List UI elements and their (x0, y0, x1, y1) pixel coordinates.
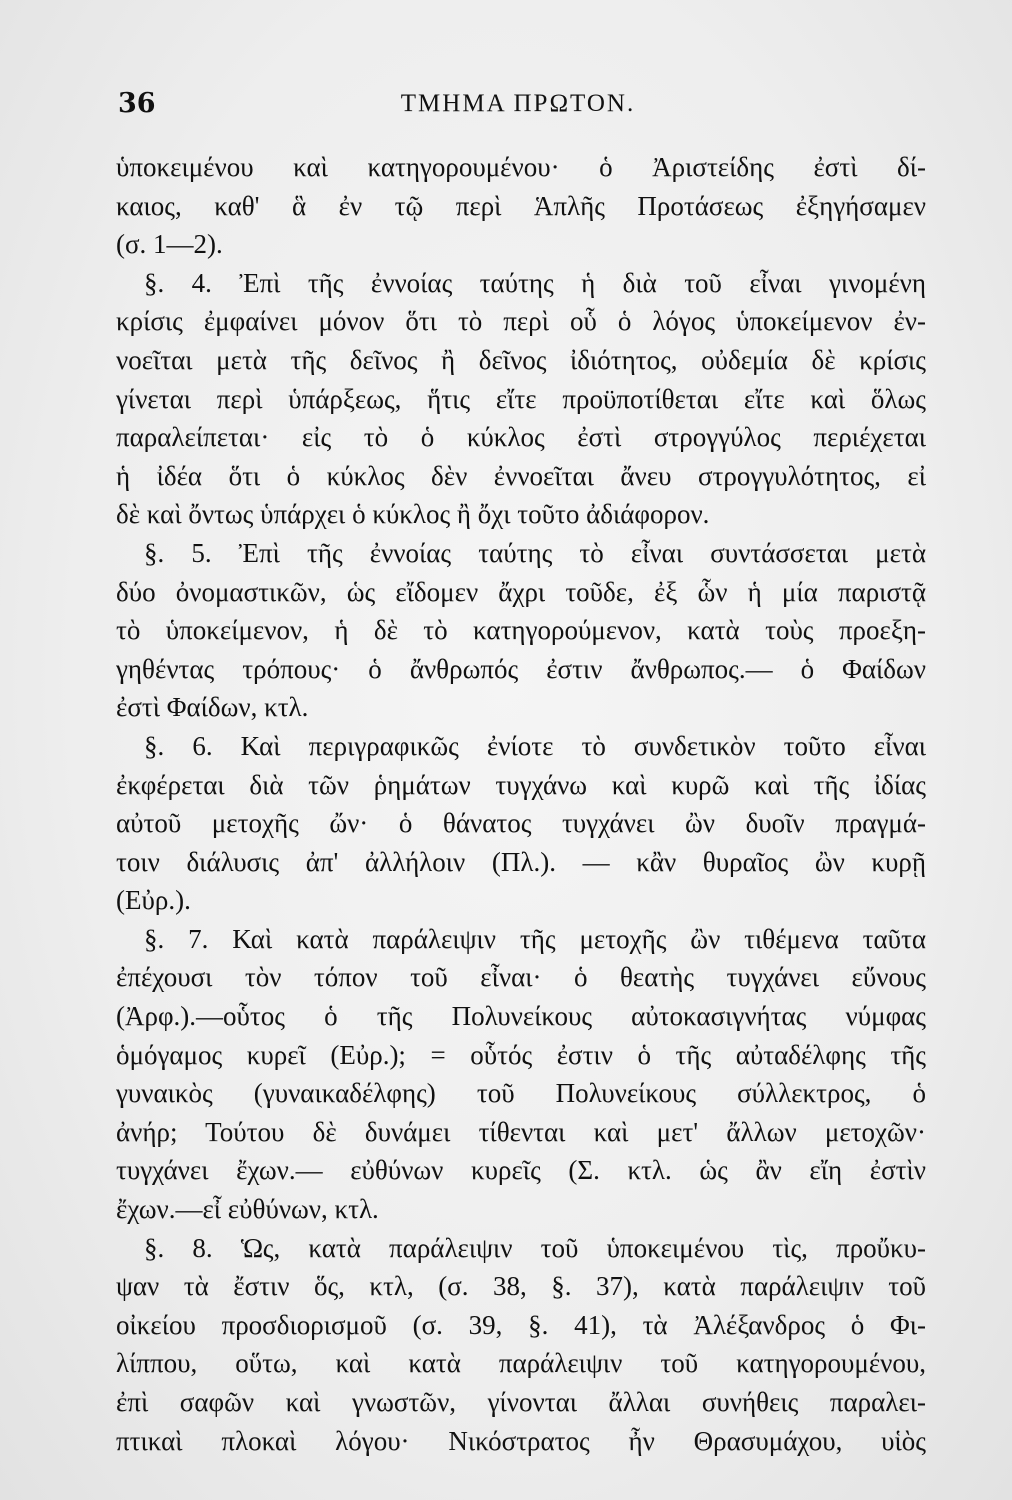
text-line: τοιν διάλυσις ἀπ' ἀλλήλοιν (Πλ.). — κἂν θυραῖος ὢν κυρῇ (116, 846, 926, 877)
text-line: λίππου, οὕτω, καὶ κατὰ παράλειψιν τοῦ κατηγορουμένου, (116, 1348, 926, 1379)
text-line: οἰκείου προσδιορισμοῦ (σ. 39, §. 41), τὰ Ἀλέξανδρος ὁ Φι- (116, 1309, 926, 1340)
page-number: 36 (118, 88, 156, 119)
text-line: τυγχάνει ἔχων.— εὐθύνων κυρεῖς (Σ. κτλ. ὡς ἂν εἴη ἐστὶν (116, 1155, 926, 1186)
text-line: §. 4. Ἐπὶ τῆς ἐννοίας ταύτης ἡ διὰ τοῦ εἶναι γινομένη (144, 267, 926, 298)
text-line: ἡ ἰδέα ὅτι ὁ κύκλος δὲν ἐννοεῖται ἄνευ στρογγυλότητος, εἰ (116, 460, 926, 491)
text-line: νοεῖται μετὰ τῆς δεῖνος ἢ δεῖνος ἰδιότητος, οὐδεμία δὲ κρίσις (116, 344, 926, 375)
text-line: ἔχων.—εἶ εὐθύνων, κτλ. (116, 1194, 379, 1225)
text-line: πτικαὶ πλοκαὶ λόγου· Νικόστρατος ἦν Θρασυμάχου, υἱὸς (116, 1425, 926, 1456)
text-line: γηθέντας τρόπους· ὁ ἄνθρωπός ἐστιν ἄνθρωπος.— ὁ Φαίδων (116, 653, 926, 684)
text-line: κρίσις ἐμφαίνει μόνον ὅτι τὸ περὶ οὗ ὁ λόγος ὑποκείμενον ἐν- (116, 306, 926, 337)
text-line: (Ἀρφ.).—οὗτος ὁ τῆς Πολυνείκους αὐτοκασιγνήτας νύμφας (116, 1001, 926, 1032)
running-head: ΤΜΗΜΑ ΠΡΩΤΟΝ. (400, 90, 636, 117)
page-header (118, 88, 918, 128)
text-line: §. 6. Καὶ περιγραφικῶς ἐνίοτε τὸ συνδετικὸν τοῦτο εἶναι (144, 730, 926, 761)
text-line: αὐτοῦ μετοχῆς ὤν· ὁ θάνατος τυγχάνει ὢν δυοῖν πραγμά- (116, 808, 926, 839)
text-line: παραλείπεται· εἰς τὸ ὁ κύκλος ἐστὶ στρογγύλος περιέχεται (116, 422, 926, 453)
text-line: δύο ὀνομαστικῶν, ὡς εἴδομεν ἄχρι τοῦδε, ἐξ ὧν ἡ μία παριστᾷ (116, 576, 926, 607)
text-line: §. 8. Ὡς, κατὰ παράλειψιν τοῦ ὑποκειμένου τὶς, προὔκυ- (144, 1232, 926, 1263)
text-line: ὁμόγαμος κυρεῖ (Εὐρ.); = οὗτός ἐστιν ὁ τῆς αὐταδέλφης τῆς (116, 1039, 926, 1070)
text-line: §. 7. Καὶ κατὰ παράλειψιν τῆς μετοχῆς ὢν τιθέμενα ταῦτα (144, 923, 926, 954)
text-line: ψαν τὰ ἔστιν ὅς, κτλ, (σ. 38, §. 37), κατὰ παράλειψιν τοῦ (116, 1271, 926, 1302)
text-line: ὑποκειμένου καὶ κατηγορουμένου· ὁ Ἀριστείδης ἐστὶ δί- (116, 152, 926, 182)
text-line: γίνεται περὶ ὑπάρξεως, ἥτις εἴτε προϋποτίθεται εἴτε καὶ ὅλως (116, 383, 926, 414)
text-line: (σ. 1—2). (116, 229, 223, 260)
text-line: (Εὐρ.). (116, 885, 191, 916)
text-line: ἀνήρ; Τούτου δὲ δυνάμει τίθενται καὶ μετ' ἄλλων μετοχῶν· (116, 1116, 926, 1147)
text-line: ἐστὶ Φαίδων, κτλ. (116, 692, 309, 723)
text-line: §. 5. Ἐπὶ τῆς ἐννοίας ταύτης τὸ εἶναι συντάσσεται μετὰ (144, 537, 926, 568)
body-text (116, 148, 926, 1460)
text-line: καιος, καθ' ἃ ἐν τῷ περὶ Ἁπλῆς Προτάσεως ἐξηγήσαμεν (116, 190, 926, 221)
text-line: ἐπέχουσι τὸν τόπον τοῦ εἶναι· ὁ θεατὴς τυγχάνει εὔνους (116, 962, 926, 993)
text-line: δὲ καὶ ὄντως ὑπάρχει ὁ κύκλος ἢ ὄχι τοῦτο ἀδιάφορον. (116, 499, 710, 530)
text-line: τὸ ὑποκείμενον, ἡ δὲ τὸ κατηγορούμενον, κατὰ τοὺς προεξη- (116, 615, 926, 646)
text-line: γυναικὸς (γυναικαδέλφης) τοῦ Πολυνείκους σύλλεκτρος, ὁ (116, 1078, 926, 1109)
text-line: ἐπὶ σαφῶν καὶ γνωστῶν, γίνονται ἄλλαι συνήθεις παραλει- (116, 1387, 926, 1417)
text-line: ἐκφέρεται διὰ τῶν ῥημάτων τυγχάνω καὶ κυρῶ καὶ τῆς ἰδίας (116, 769, 926, 800)
